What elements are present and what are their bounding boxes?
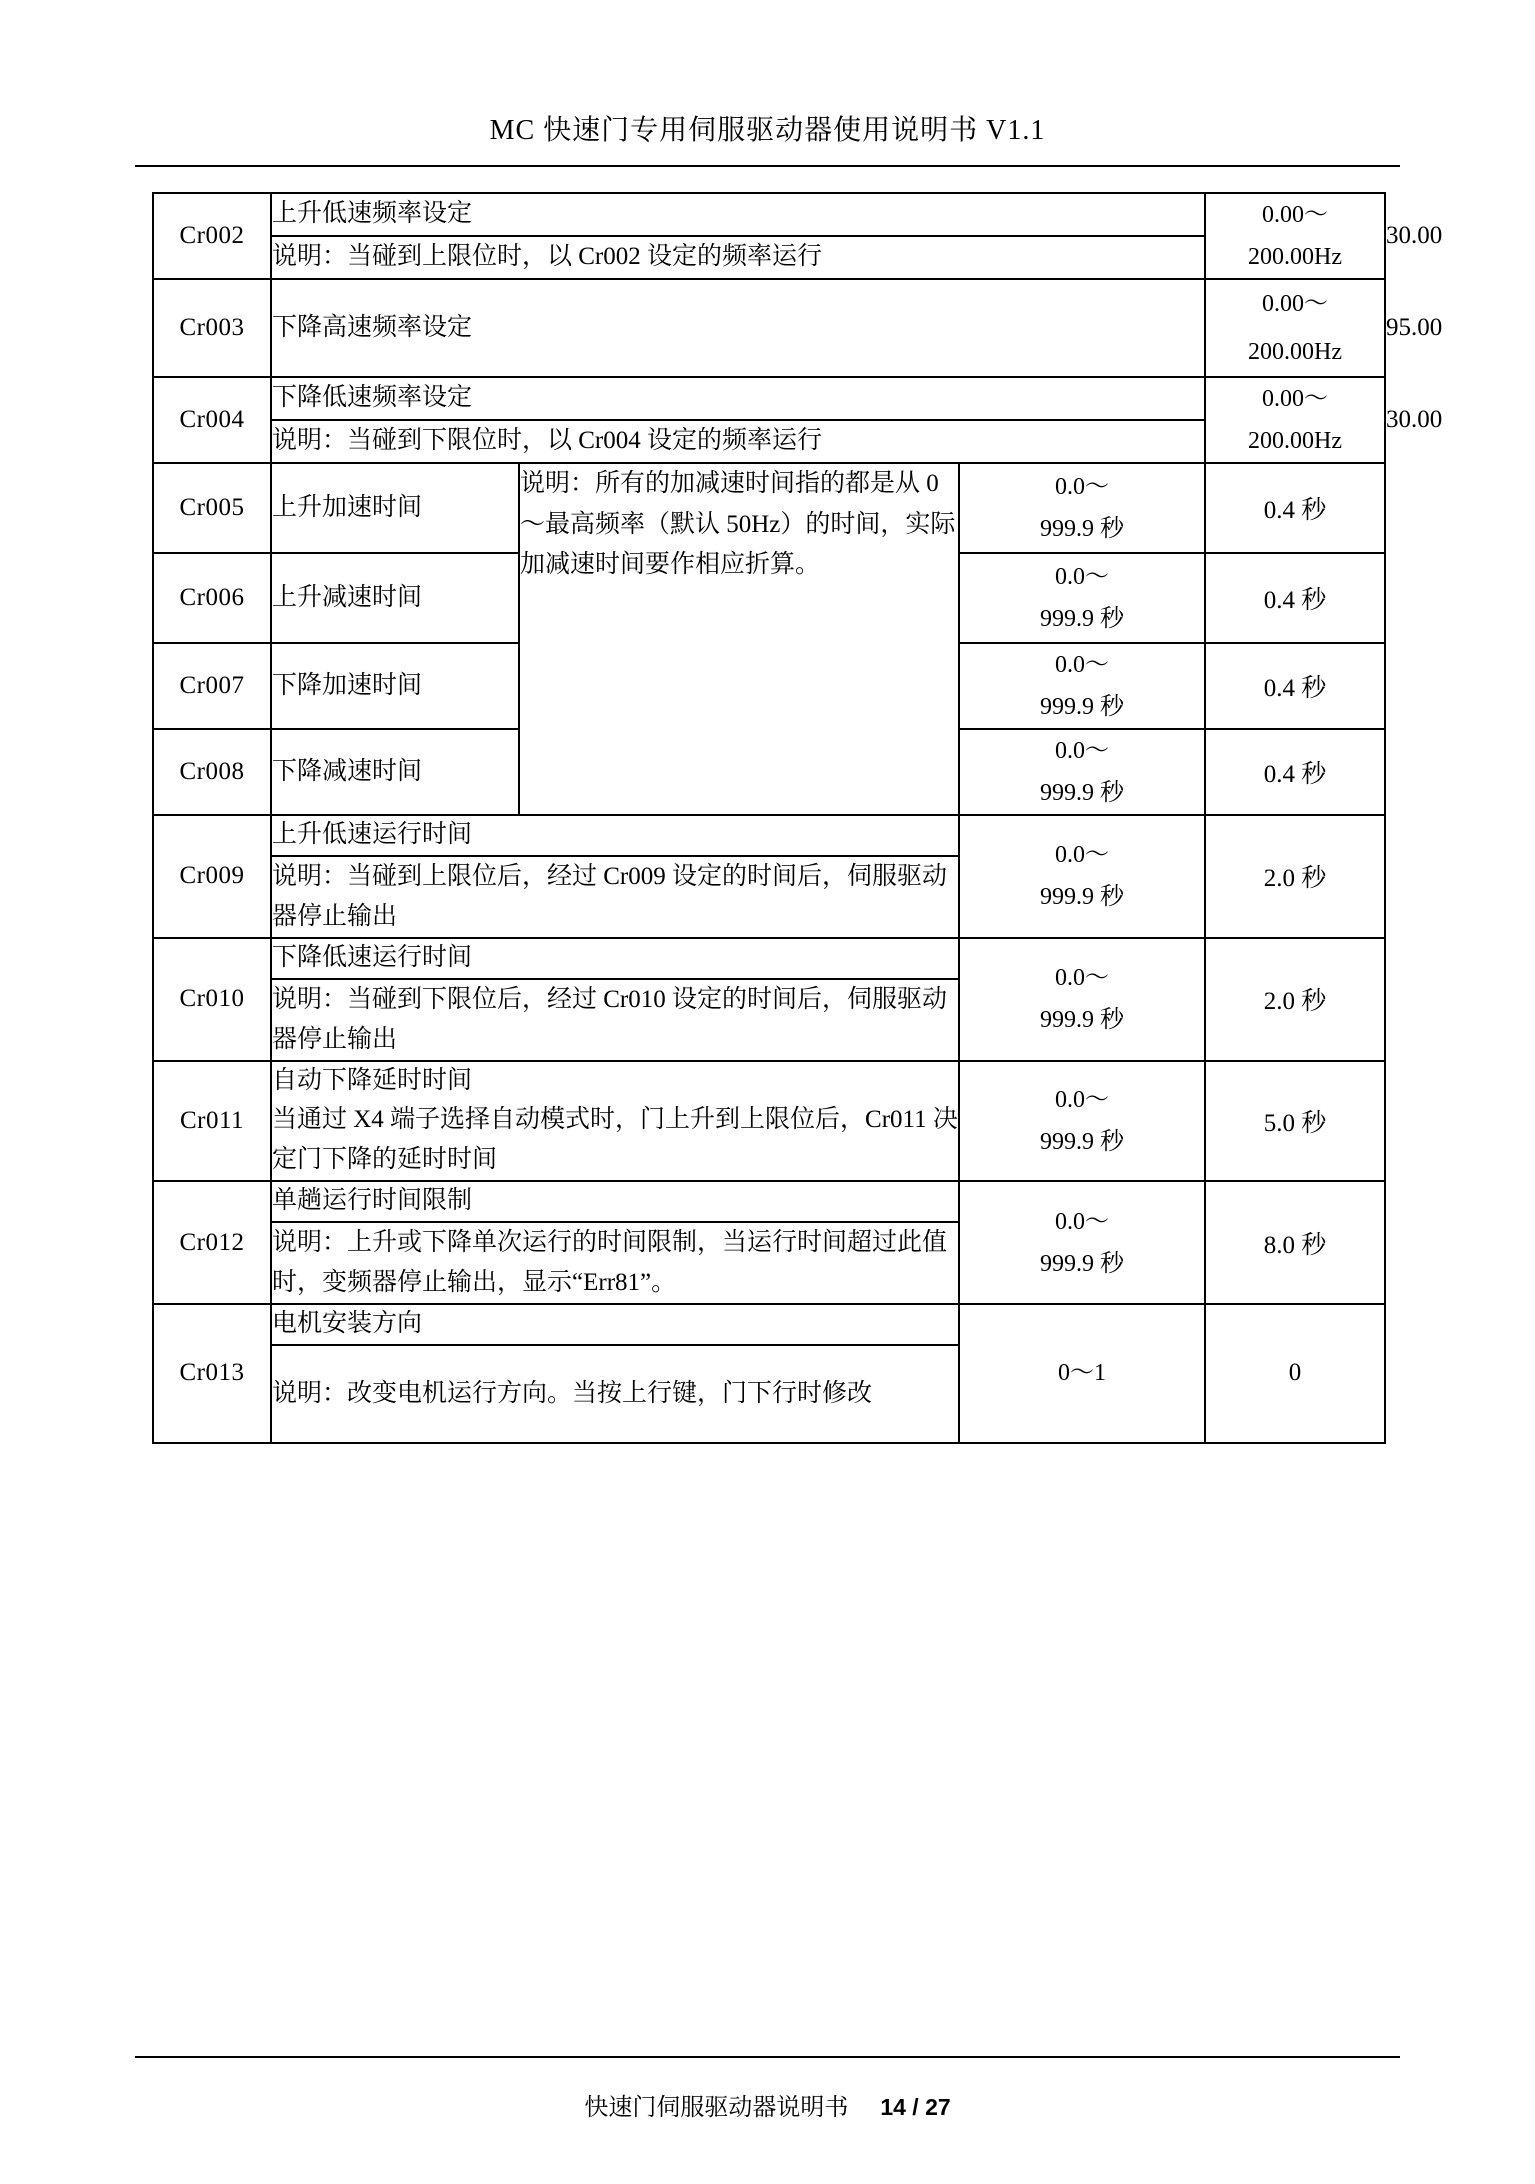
param-name: 下降高速频率设定 <box>271 279 1205 377</box>
table-row: Cr003 下降高速频率设定 0.00～ 95.00 <box>153 279 1385 328</box>
param-range <box>959 463 1205 553</box>
param-merged-note: 说明：所有的加减速时间指的都是从 0～最高频率（默认 50Hz）的时间，实际加减速时间要作相应折算。 <box>519 463 959 815</box>
param-name: 上升低速频率设定 <box>271 193 1205 236</box>
param-range-top: 0.0～ <box>1055 738 1110 764</box>
param-range-bottom: 999.9 秒 <box>1040 694 1125 720</box>
param-range-bottom: 200.00Hz <box>1205 420 1385 463</box>
param-note: 说明：当碰到上限位后，经过 Cr009 设定的时间后，伺服驱动器停止输出 <box>271 856 959 938</box>
param-name: 下降低速频率设定 <box>271 377 1205 420</box>
param-range-bottom: 999.9 秒 <box>1040 884 1125 911</box>
param-name: 单趟运行时间限制 <box>271 1181 959 1222</box>
param-range-top: 0.0～ <box>1055 564 1110 590</box>
param-default: 0.4 秒 <box>1205 553 1385 643</box>
param-code: Cr007 <box>153 643 271 729</box>
param-name: 下降加速时间 <box>271 643 519 729</box>
param-range-bottom: 999.9 秒 <box>1040 1250 1125 1277</box>
param-range-top: 0.00～ <box>1205 377 1385 420</box>
param-range-bottom: 999.9 秒 <box>1040 1128 1125 1155</box>
param-range-top: 0.0～ <box>1055 474 1110 500</box>
param-range-top: 0.0～ <box>1055 1086 1110 1113</box>
param-range <box>959 1061 1205 1182</box>
param-range-bottom: 999.9 秒 <box>1040 1007 1125 1034</box>
param-code: Cr011 <box>153 1061 271 1182</box>
param-name: 上升低速运行时间 <box>271 815 959 856</box>
param-range-bottom: 999.9 秒 <box>1040 780 1125 806</box>
param-range-top: 0.00～ <box>1205 279 1385 328</box>
param-default: 0.4 秒 <box>1205 729 1385 815</box>
param-default: 2.0 秒 <box>1205 938 1385 1061</box>
param-range-top: 0.0～ <box>1055 1208 1110 1235</box>
param-default: 0.4 秒 <box>1205 643 1385 729</box>
param-code: Cr012 <box>153 1181 271 1304</box>
param-range: 0～1 <box>959 1304 1205 1443</box>
table-row <box>153 1061 1385 1101</box>
param-default: 0 <box>1205 1304 1385 1443</box>
param-code: Cr004 <box>153 377 271 463</box>
param-range <box>959 1181 1205 1304</box>
param-range <box>959 643 1205 729</box>
footer-text: 快速门伺服驱动器说明书 <box>584 2095 849 2121</box>
param-code: Cr006 <box>153 553 271 643</box>
table-row <box>153 463 1385 553</box>
param-code: Cr013 <box>153 1304 271 1443</box>
table-row: Cr002 上升低速频率设定 0.00～ 30.00 <box>153 193 1385 236</box>
footer-divider <box>135 2056 1400 2058</box>
param-code: Cr003 <box>153 279 271 377</box>
page-header: MC 快速门专用伺服驱动器使用说明书 V1.1 <box>489 115 1046 146</box>
table-row: Cr004 下降低速频率设定 0.00～ 30.00 <box>153 377 1385 420</box>
param-range-top: 0.0～ <box>1055 842 1110 869</box>
param-range <box>959 815 1205 938</box>
param-name: 上升加速时间 <box>271 463 519 553</box>
param-default: 8.0 秒 <box>1205 1181 1385 1304</box>
param-note: 说明：当碰到下限位时，以 Cr004 设定的频率运行 <box>271 420 1205 463</box>
param-note: 说明：改变电机运行方向。当按上行键，门下行时修改 <box>271 1345 959 1443</box>
parameter-table <box>152 192 1443 1444</box>
param-code: Cr009 <box>153 815 271 938</box>
table-row <box>153 420 1385 463</box>
param-range <box>959 729 1205 815</box>
param-name: 下降减速时间 <box>271 729 519 815</box>
param-range <box>959 553 1205 643</box>
table-row <box>153 236 1385 279</box>
param-code: Cr008 <box>153 729 271 815</box>
param-note: 说明：上升或下降单次运行的时间限制，当运行时间超过此值时，变频器停止输出，显示“Err81”。 <box>271 1222 959 1304</box>
param-code: Cr010 <box>153 938 271 1061</box>
param-range-bottom: 999.9 秒 <box>1040 606 1125 632</box>
param-default: 0.4 秒 <box>1205 463 1385 553</box>
page-footer <box>0 2087 1535 2122</box>
param-note: 说明：当碰到下限位后，经过 Cr010 设定的时间后，伺服驱动器停止输出 <box>271 979 959 1061</box>
param-note: 说明：当碰到上限位时，以 Cr002 设定的频率运行 <box>271 236 1205 279</box>
param-note: 当通过 X4 端子选择自动模式时，门上升到上限位后，Cr011 决定门下降的延时时间 <box>271 1100 959 1181</box>
page-number: 14 / 27 <box>880 2094 951 2120</box>
table-row <box>153 815 1385 856</box>
table-row <box>153 1181 1385 1222</box>
header-divider <box>135 165 1400 167</box>
param-range <box>959 938 1205 1061</box>
param-name: 上升减速时间 <box>271 553 519 643</box>
table-row <box>153 1304 1385 1345</box>
param-default: 2.0 秒 <box>1205 815 1385 938</box>
param-default: 5.0 秒 <box>1205 1061 1385 1182</box>
table-row <box>153 938 1385 979</box>
param-range-top: 0.0～ <box>1055 652 1110 678</box>
param-range-bottom: 200.00Hz <box>1205 236 1385 279</box>
param-name: 下降低速运行时间 <box>271 938 959 979</box>
param-range-top: 0.00～ <box>1205 193 1385 236</box>
param-range-bottom: 999.9 秒 <box>1040 516 1125 542</box>
param-name: 电机安装方向 <box>271 1304 959 1345</box>
param-code: Cr002 <box>153 193 271 279</box>
param-name: 自动下降延时时间 <box>271 1061 959 1101</box>
param-code: Cr005 <box>153 463 271 553</box>
param-range-top: 0.0～ <box>1055 965 1110 992</box>
param-range-bottom: 200.00Hz <box>1205 328 1385 377</box>
